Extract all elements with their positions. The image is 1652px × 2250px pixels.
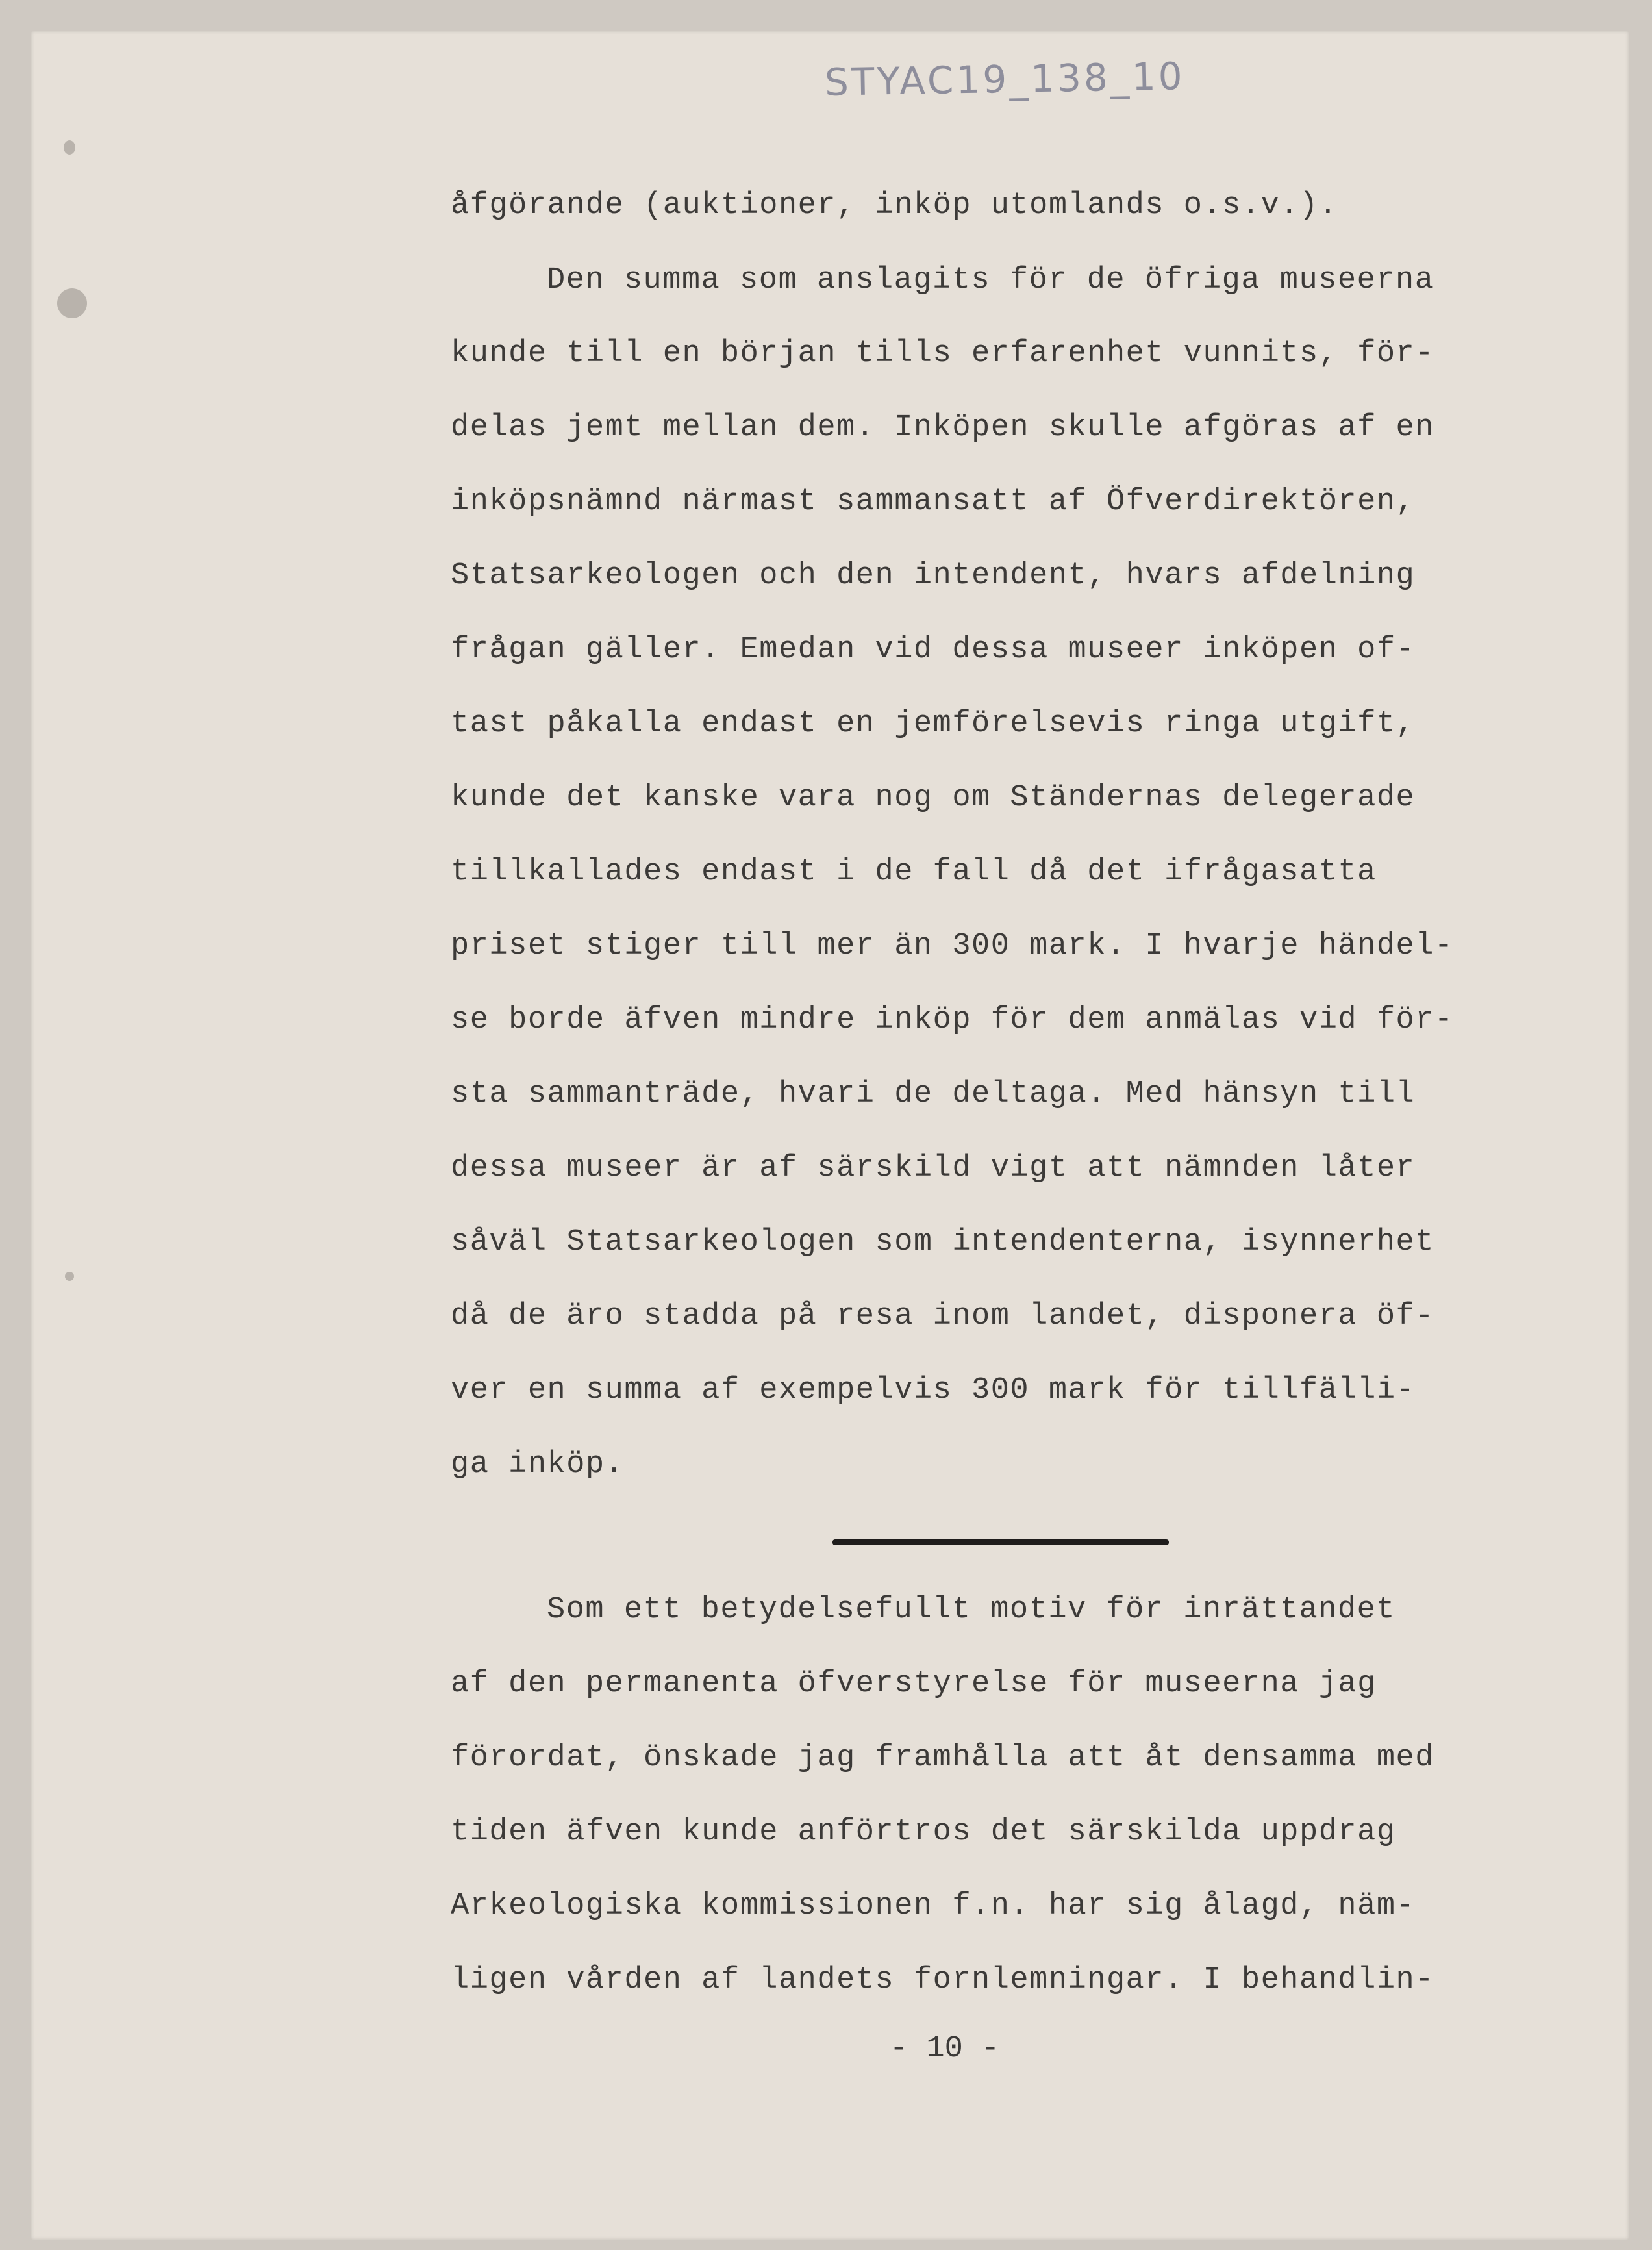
section-divider (832, 1539, 1169, 1545)
text-line: dessa museer är af särskild vigt att nämnden låter (451, 1151, 1416, 1185)
text-line: åfgörande (auktioner, inköp utomlands o.s.v.). (451, 188, 1338, 223)
text-line: frågan gäller. Emedan vid dessa museer inköpen of- (451, 633, 1416, 667)
text-line: kunde till en början tills erfarenhet vunnits, för- (451, 336, 1434, 371)
text-line: delas jemt mellan dem. Inköpen skulle afgöras af en (451, 411, 1434, 445)
text-line: priset stiger till mer än 300 mark. I hvarje händel- (451, 929, 1454, 963)
archive-reference: STYAC19_138_10 (824, 54, 1186, 105)
text-line: då de äro stadda på resa inom landet, disponera öf- (451, 1299, 1434, 1334)
text-line: Den summa som anslagits för de öfriga museerna (547, 263, 1434, 297)
text-line: af den permanenta öfverstyrelse för museerna jag (451, 1667, 1377, 1701)
text-line: Arkeologiska kommissionen f.n. har sig ålagd, näm- (451, 1889, 1416, 1923)
text-line: ligen vården af landets fornlemningar. I behandlin- (451, 1963, 1434, 1997)
text-line: tast påkalla endast en jemförelsevis ringa utgift, (451, 707, 1416, 741)
text-line: kunde det kanske vara nog om Ständernas delegerade (451, 781, 1416, 815)
text-line: sta sammanträde, hvari de deltaga. Med hänsyn till (451, 1077, 1416, 1111)
paper-edge-mark (64, 140, 75, 155)
text-line: såväl Statsarkeologen som intendenterna, isynnerhet (451, 1225, 1434, 1259)
text-line: förordat, önskade jag framhålla att åt densamma med (451, 1741, 1434, 1775)
text-line: tiden äfven kunde anförtros det särskilda uppdrag (451, 1815, 1396, 1849)
text-line: ga inköp. (451, 1447, 625, 1482)
text-line: Som ett betydelsefullt motiv för inrättandet (547, 1593, 1396, 1627)
punch-hole (57, 288, 87, 318)
text-line: tillkallades endast i de fall då det ifrågasatta (451, 855, 1377, 889)
text-line: ver en summa af exempelvis 300 mark för tillfälli- (451, 1373, 1416, 1408)
text-line: se borde äfven mindre inköp för dem anmälas vid för- (451, 1003, 1454, 1037)
page-number: - 10 - (890, 2032, 1000, 2066)
text-line: Statsarkeologen och den intendent, hvars afdelning (451, 559, 1416, 593)
text-line: inköpsnämnd närmast sammansatt af Öfverdirektören, (451, 485, 1416, 519)
paper-edge-mark (65, 1272, 74, 1281)
